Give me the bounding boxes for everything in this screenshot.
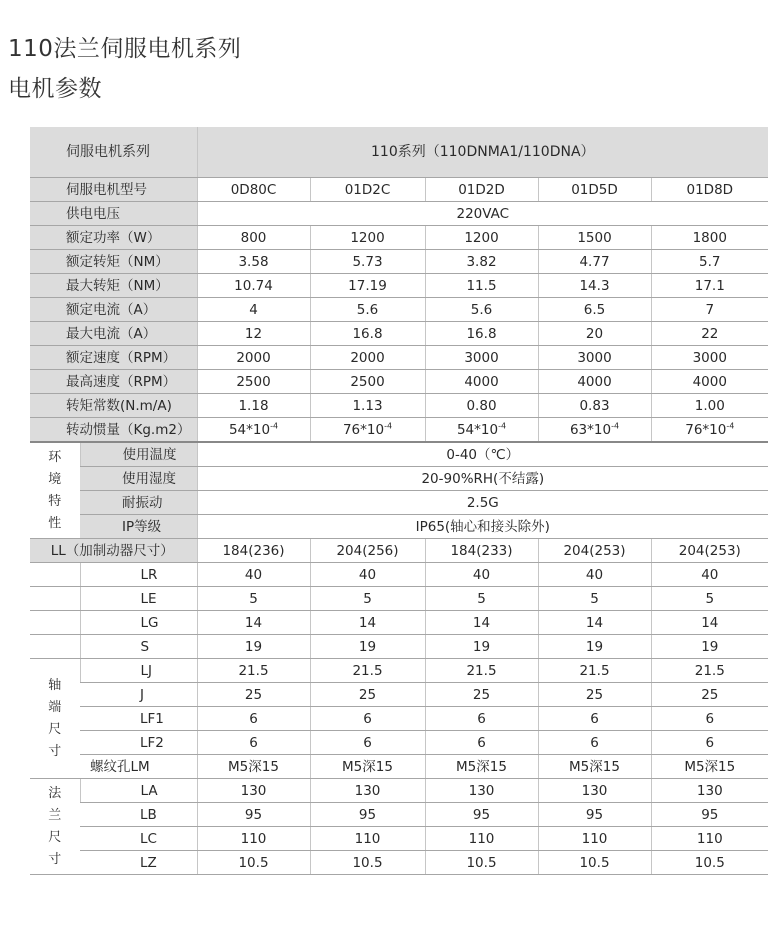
spec-row [30, 274, 768, 298]
inertia-exponent: -4 [611, 421, 620, 430]
dimension-value: 5 [197, 587, 310, 611]
spec-value: 11.5 [425, 274, 538, 298]
dimension-value: 40 [651, 563, 768, 587]
group-char: 特 [48, 493, 62, 509]
spec-value: 800 [197, 226, 310, 250]
spec-value: 5.6 [425, 298, 538, 322]
spec-row [30, 226, 768, 250]
flange-value: 130 [425, 779, 538, 803]
shaft-label: LJ [80, 659, 197, 683]
dimension-value: 19 [651, 635, 768, 659]
flange-value: 95 [651, 803, 768, 827]
spec-label: 额定电流（A） [30, 298, 197, 322]
spec-label: 额定速度（RPM） [30, 346, 197, 370]
shaft-value: 21.5 [197, 659, 310, 683]
shaft-value: 25 [197, 683, 310, 707]
group-char: 尺 [48, 829, 62, 845]
model-cell: 01D2C [310, 178, 425, 202]
dimension-value: 19 [310, 635, 425, 659]
shaft-value: 25 [538, 683, 651, 707]
spec-value: 1.00 [651, 394, 768, 418]
group-char: 轴 [48, 677, 62, 693]
inertia-exponent: -4 [498, 421, 507, 430]
series-label: 伺服电机系列 [30, 127, 197, 178]
group-char: 兰 [48, 807, 62, 823]
flange-value: 130 [651, 779, 768, 803]
shaft-value: 25 [310, 683, 425, 707]
environment-label: 使用温度 [80, 442, 197, 467]
flange-value: 130 [197, 779, 310, 803]
flange-value: 110 [197, 827, 310, 851]
dimension-label: LG [80, 611, 197, 635]
spec-value: 3000 [651, 346, 768, 370]
spec-value: 20 [538, 322, 651, 346]
flange-label: LA [80, 779, 197, 803]
spec-value: 1200 [425, 226, 538, 250]
spec-value: 4000 [425, 370, 538, 394]
spec-value: 2000 [310, 346, 425, 370]
dimension-value: 5 [310, 587, 425, 611]
flange-value: 130 [310, 779, 425, 803]
flange-row [30, 779, 768, 803]
dimension-value: 19 [538, 635, 651, 659]
ll-value: 204(256) [310, 539, 425, 563]
spec-row [30, 298, 768, 322]
spec-value: 0.80 [425, 394, 538, 418]
inertia-exponent: -4 [384, 421, 393, 430]
dimension-row [30, 563, 768, 587]
spec-value: 3000 [425, 346, 538, 370]
dimension-value: 40 [538, 563, 651, 587]
spec-value: 14.3 [538, 274, 651, 298]
shaft-value: M5深15 [197, 755, 310, 779]
shaft-value: 6 [538, 731, 651, 755]
spec-value: 1.18 [197, 394, 310, 418]
dimension-value: 40 [310, 563, 425, 587]
shaft-row [30, 659, 768, 683]
dimension-value: 5 [538, 587, 651, 611]
model-label: 伺服电机型号 [30, 178, 197, 202]
spec-value: 16.8 [310, 322, 425, 346]
environment-row [30, 491, 768, 515]
spec-value: 2500 [310, 370, 425, 394]
environment-row [30, 467, 768, 491]
dimension-value: 5 [651, 587, 768, 611]
spec-value: 0.83 [538, 394, 651, 418]
group-char: 性 [48, 515, 62, 531]
spec-label: 最高速度（RPM） [30, 370, 197, 394]
inertia-value: $76*10^{-4}$ [310, 418, 425, 443]
shaft-label: 螺纹孔LM [80, 755, 197, 779]
flange-label: LB [80, 803, 197, 827]
flange-value: 110 [310, 827, 425, 851]
dimension-row [30, 611, 768, 635]
shaft-row [30, 707, 768, 731]
shaft-value: 21.5 [651, 659, 768, 683]
ll-row [30, 539, 768, 563]
group-char: 环 [48, 449, 62, 465]
blank-group-cell [30, 587, 80, 611]
shaft-value: 21.5 [425, 659, 538, 683]
flange-group-label [30, 779, 80, 875]
voltage-row [30, 202, 768, 226]
shaft-value: 6 [197, 731, 310, 755]
ll-value: 184(236) [197, 539, 310, 563]
spec-value: 1500 [538, 226, 651, 250]
flange-row [30, 827, 768, 851]
series-value: 110系列（110DNMA1/110DNA） [197, 127, 768, 178]
group-char: 尺 [48, 721, 62, 737]
blank-group-cell [30, 611, 80, 635]
shaft-row [30, 731, 768, 755]
inertia-value: $76*10^{-4}$ [651, 418, 768, 443]
dimension-value: 14 [197, 611, 310, 635]
flange-row [30, 851, 768, 875]
environment-value: 20-90%RH(不结露) [197, 467, 768, 491]
model-cell: 0D80C [197, 178, 310, 202]
group-char: 寸 [48, 851, 62, 867]
group-char: 法 [48, 785, 62, 801]
ll-label: LL（加制动器尺寸） [30, 539, 197, 563]
group-char: 寸 [48, 743, 62, 759]
spec-value: 4 [197, 298, 310, 322]
spec-label: 最大转矩（NM） [30, 274, 197, 298]
dimension-value: 40 [197, 563, 310, 587]
model-cell: 01D5D [538, 178, 651, 202]
shaft-value: 6 [651, 707, 768, 731]
shaft-value: 21.5 [310, 659, 425, 683]
spec-value: 1200 [310, 226, 425, 250]
shaft-label: LF2 [80, 731, 197, 755]
spec-value: 22 [651, 322, 768, 346]
spec-row [30, 370, 768, 394]
params-title: 电机参数 [8, 76, 102, 102]
flange-value: 130 [538, 779, 651, 803]
spec-table [30, 127, 768, 875]
shaft-value: 6 [197, 707, 310, 731]
dimension-row [30, 587, 768, 611]
shaft-row [30, 755, 768, 779]
dimension-value: 5 [425, 587, 538, 611]
spec-row [30, 322, 768, 346]
environment-row [30, 442, 768, 467]
shaft-value: 6 [310, 707, 425, 731]
dimension-label: LE [80, 587, 197, 611]
spec-value: 1.13 [310, 394, 425, 418]
spec-value: 3.82 [425, 250, 538, 274]
environment-label: 使用湿度 [80, 467, 197, 491]
flange-value: 110 [425, 827, 538, 851]
shaft-row [30, 683, 768, 707]
environment-value: IP65(轴心和接头除外) [197, 515, 768, 539]
shaft-value: 6 [425, 731, 538, 755]
spec-label: 额定转矩（NM） [30, 250, 197, 274]
flange-value: 10.5 [310, 851, 425, 875]
spec-value: 6.5 [538, 298, 651, 322]
shaft-label: LF1 [80, 707, 197, 731]
shaft-value: M5深15 [538, 755, 651, 779]
shaft-value: 6 [538, 707, 651, 731]
spec-value: 5.6 [310, 298, 425, 322]
spec-value: 3000 [538, 346, 651, 370]
shaft-value: 25 [425, 683, 538, 707]
dimension-label: LR [80, 563, 197, 587]
flange-row [30, 803, 768, 827]
voltage-value: 220VAC [197, 202, 768, 226]
inertia-exponent: -4 [726, 421, 735, 430]
spec-label: 转矩常数(N.m/A) [30, 394, 197, 418]
inertia-label: 转动惯量（Kg.m2） [30, 418, 197, 443]
spec-value: 12 [197, 322, 310, 346]
spec-label: 最大电流（A） [30, 322, 197, 346]
flange-value: 95 [310, 803, 425, 827]
dimension-value: 14 [651, 611, 768, 635]
spec-label: 额定功率（W） [30, 226, 197, 250]
flange-value: 95 [538, 803, 651, 827]
spec-value: 16.8 [425, 322, 538, 346]
environment-row [30, 515, 768, 539]
environment-label: IP等级 [80, 515, 197, 539]
shaft-value: 25 [651, 683, 768, 707]
spec-value: 10.74 [197, 274, 310, 298]
spec-value: 4000 [538, 370, 651, 394]
dimension-value: 14 [425, 611, 538, 635]
spec-row [30, 394, 768, 418]
model-row [30, 178, 768, 202]
inertia-value: $63*10^{-4}$ [538, 418, 651, 443]
environment-value: 0-40（℃） [197, 442, 768, 467]
flange-label: LC [80, 827, 197, 851]
environment-group-label [30, 442, 80, 539]
spec-value: 4000 [651, 370, 768, 394]
ll-value: 204(253) [651, 539, 768, 563]
spec-row [30, 346, 768, 370]
environment-value: 2.5G [197, 491, 768, 515]
group-char: 端 [48, 699, 62, 715]
dimension-value: 40 [425, 563, 538, 587]
flange-label: LZ [80, 851, 197, 875]
shaft-value: 21.5 [538, 659, 651, 683]
blank-group-cell [30, 563, 80, 587]
blank-group-cell [30, 635, 80, 659]
spec-value: 5.7 [651, 250, 768, 274]
flange-value: 95 [197, 803, 310, 827]
shaft-value: M5深15 [651, 755, 768, 779]
dimension-row [30, 635, 768, 659]
spec-value: 2500 [197, 370, 310, 394]
model-cell: 01D2D [425, 178, 538, 202]
ll-value: 184(233) [425, 539, 538, 563]
spec-value: 4.77 [538, 250, 651, 274]
model-cell: 01D8D [651, 178, 768, 202]
flange-value: 10.5 [538, 851, 651, 875]
shaft-value: 6 [425, 707, 538, 731]
ll-value: 204(253) [538, 539, 651, 563]
series-title: 110法兰伺服电机系列 [8, 36, 242, 62]
environment-label: 耐振动 [80, 491, 197, 515]
dimension-value: 14 [310, 611, 425, 635]
dimension-value: 19 [197, 635, 310, 659]
dimension-value: 19 [425, 635, 538, 659]
flange-value: 95 [425, 803, 538, 827]
flange-value: 110 [538, 827, 651, 851]
spec-value: 5.73 [310, 250, 425, 274]
inertia-value: $54*10^{-4}$ [425, 418, 538, 443]
shaft-value: M5深15 [425, 755, 538, 779]
spec-value: 17.19 [310, 274, 425, 298]
header-row [30, 127, 768, 178]
group-char: 境 [48, 471, 62, 487]
flange-value: 10.5 [651, 851, 768, 875]
shaft-label: J [80, 683, 197, 707]
flange-value: 10.5 [425, 851, 538, 875]
flange-value: 10.5 [197, 851, 310, 875]
spec-row [30, 250, 768, 274]
dimension-label: S [80, 635, 197, 659]
flange-value: 110 [651, 827, 768, 851]
spec-value: 3.58 [197, 250, 310, 274]
inertia-row [30, 418, 768, 443]
spec-value: 17.1 [651, 274, 768, 298]
spec-value: 7 [651, 298, 768, 322]
voltage-label: 供电电压 [30, 202, 197, 226]
dimension-value: 14 [538, 611, 651, 635]
shaft-value: 6 [310, 731, 425, 755]
shaft-value: 6 [651, 731, 768, 755]
shaft-group-label [30, 659, 80, 779]
spec-value: 1800 [651, 226, 768, 250]
inertia-exponent: -4 [270, 421, 279, 430]
shaft-value: M5深15 [310, 755, 425, 779]
inertia-value: $54*10^{-4}$ [197, 418, 310, 443]
spec-value: 2000 [197, 346, 310, 370]
